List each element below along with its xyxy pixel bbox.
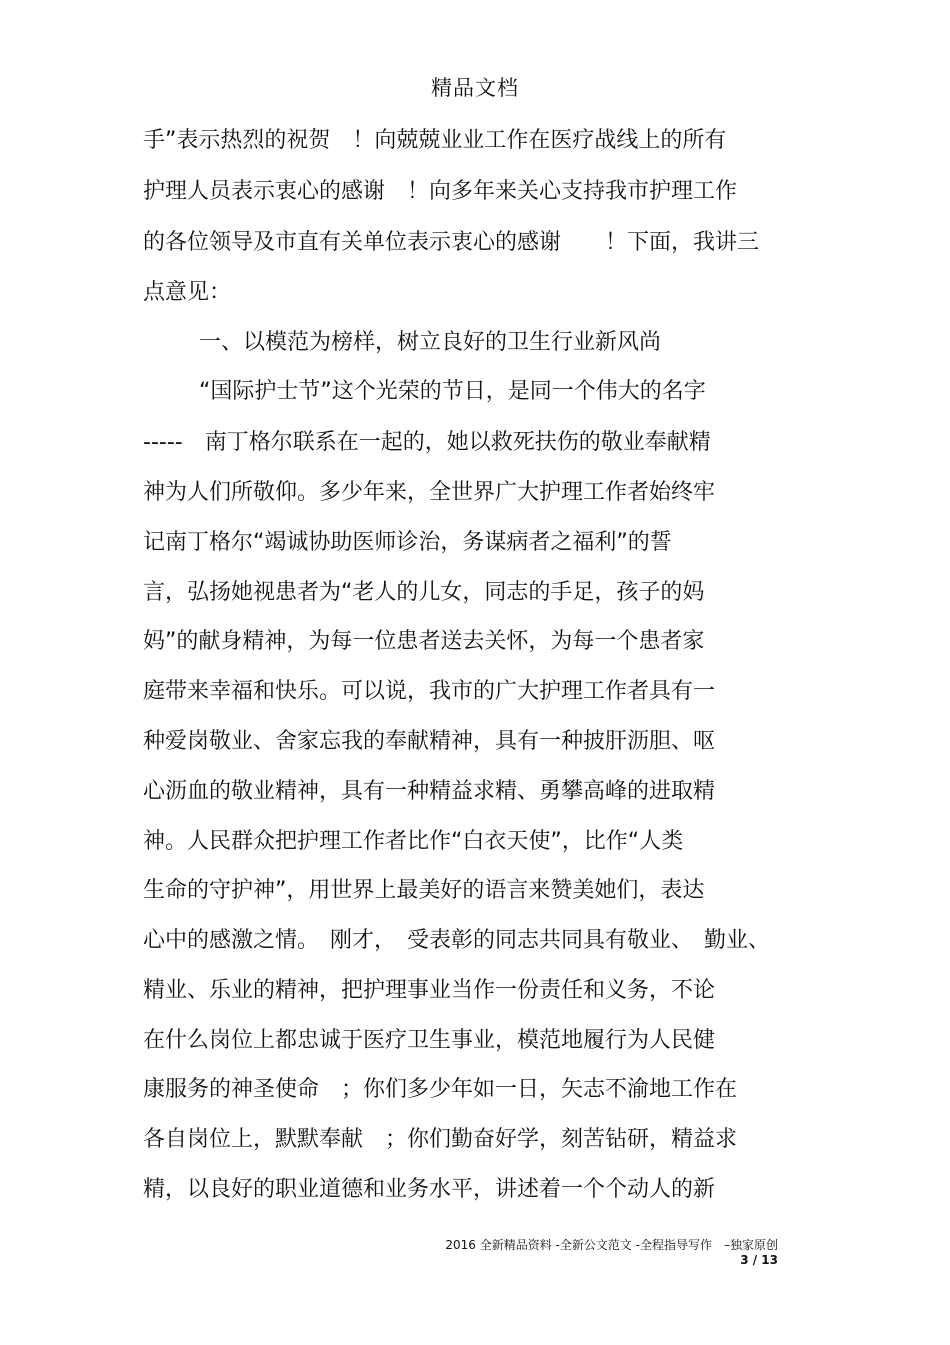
body-line: 种爱岗敬业、舍家忘我的奉献精神，具有一种披肝沥胆、呕 <box>143 729 716 754</box>
body-line: 言，弘扬她视患者为“老人的儿女，同志的手足，孩子的妈 <box>143 580 705 605</box>
body-line: 护理人员表示衷心的感谢 ！向多年来关心支持我市护理工作 <box>143 179 738 204</box>
body-line: 心中的感激之情。 刚才， 受表彰的同志共同具有敬业、 勤业、 <box>143 928 771 953</box>
body-line: 点意见： <box>143 280 232 305</box>
body-line: 康服务的神圣使命 ；你们多少年如一日，矢志不渝地工作在 <box>143 1077 738 1102</box>
body-line: 记南丁格尔“竭诚协助医师诊治，务谋病者之福利”的誓 <box>143 530 672 555</box>
body-line: 精，以良好的职业道德和业务水平，讲述着一个个动人的新 <box>143 1177 716 1202</box>
page-number: 3 / 13 <box>740 1253 778 1267</box>
body-line: 精业、乐业的精神，把护理事业当作一份责任和义务，不论 <box>143 978 716 1003</box>
section-heading: 一、以模范为榜样，树立良好的卫生行业新风尚 <box>170 330 661 355</box>
body-line: 在什么岗位上都忠诚于医疗卫生事业，模范地履行为人民健 <box>143 1028 716 1053</box>
body-line: 心沥血的敬业精神，具有一种精益求精、勇攀高峰的进取精 <box>143 779 716 804</box>
body-line: 手”表示热烈的祝贺 ！向兢兢业业工作在医疗战线上的所有 <box>143 128 727 153</box>
page-header-title: 精品文档 <box>431 76 519 100</box>
body-line: 的各位领导及市直有关单位表示衷心的感谢 ！下面，我讲三 <box>143 230 760 255</box>
body-line: “国际护士节”这个光荣的节日，是同一个伟大的名字 <box>170 379 706 404</box>
body-line: 妈”的献身精神，为每一位患者送去关怀，为每一个患者家 <box>143 629 705 654</box>
body-line: 生命的守护神”，用世界上最美好的语言来赞美她们，表达 <box>143 878 705 903</box>
body-line: 神为人们所敬仰。多少年来，全世界广大护理工作者始终牢 <box>143 480 716 505</box>
body-line: 各自岗位上，默默奉献 ；你们勤奋好学，刻苦钻研，精益求 <box>143 1127 738 1152</box>
body-line: ----- 南丁格尔联系在一起的，她以救死扶伤的敬业奉献精 <box>143 430 711 455</box>
footer-note: 2016 全新精品资料 -全新公文范文 -全程指导写作 –独家原创 <box>445 1238 778 1252</box>
body-line: 庭带来幸福和快乐。可以说，我市的广大护理工作者具有一 <box>143 679 716 704</box>
body-line: 神。人民群众把护理工作者比作“白衣天使”，比作“人类 <box>143 829 684 854</box>
